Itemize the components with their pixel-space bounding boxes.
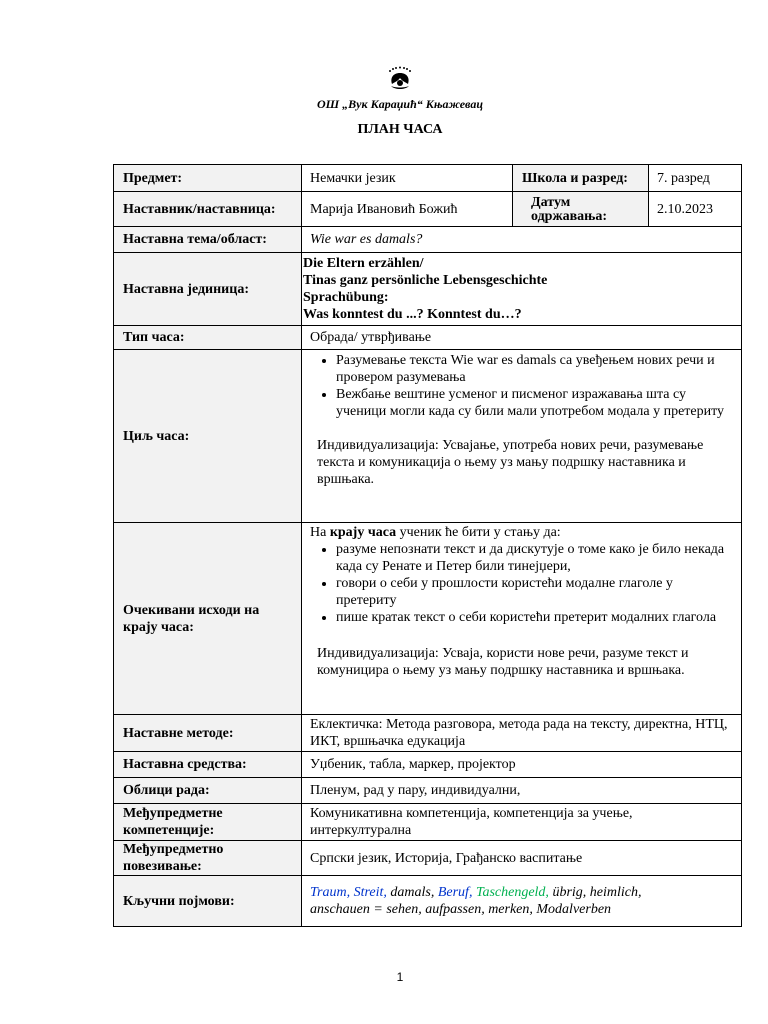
forms-value: Пленум, рад у пару, индивидуални,	[302, 778, 742, 804]
correlation-label: Међупредметно повезивање:	[114, 841, 302, 876]
row-correlation	[114, 841, 742, 876]
keywords-rest-line2: anschauen = sehen, aufpassen, merken, Modalverben	[310, 902, 612, 917]
goal-individualization: Индивидуализација: Усвајање, употреба нових речи, разумевање текста и комуникација о њему уз мању подршку наставника и вршњака.	[317, 438, 704, 487]
goal-list	[310, 352, 733, 420]
teacher-value: Марија Ивановић Божић	[302, 192, 513, 227]
keyword-streit: Streit,	[353, 885, 387, 900]
outcomes-intro	[310, 524, 733, 541]
unit-line: Tinas ganz persönliche Lebensgeschichte	[303, 273, 548, 288]
unit-line: Die Eltern erzählen/	[303, 256, 424, 271]
row-keywords	[114, 876, 742, 927]
competences-value: Комуникативна компетенција, компетенција за учење, интеркултурална	[302, 804, 742, 841]
grade-value: 7. разред	[649, 165, 742, 192]
unit-label: Наставна јединица:	[114, 253, 302, 326]
keyword-beruf: Beruf,	[437, 885, 473, 900]
outcomes-intro-pre: На	[310, 525, 330, 540]
unit-line: Was konntest du ...? Konntest du…?	[303, 307, 522, 322]
resources-label: Наставна средства:	[114, 752, 302, 778]
keyword-traum: Traum,	[310, 885, 351, 900]
row-type	[114, 326, 742, 350]
page-title: ПЛАН ЧАСА	[357, 122, 443, 137]
goal-value	[302, 350, 742, 523]
subject-value: Немачки језик	[302, 165, 513, 192]
keywords-rest: übrig, heimlich,	[552, 885, 642, 900]
row-unit	[114, 253, 742, 326]
outcomes-list	[310, 541, 733, 626]
type-value: Обрада/ утврђивање	[302, 326, 742, 350]
outcome-item: • пише кратак текст о себи користећи претерит модалних глагола	[336, 609, 733, 626]
goal-item: • Вежбање вештине усменог и писменог изражавања шта су ученици могли када су били мали употребом модала у претериту	[336, 386, 733, 420]
keywords-value	[302, 876, 742, 927]
forms-label: Облици рада:	[114, 778, 302, 804]
keyword-taschengeld: Taschengeld,	[475, 885, 549, 900]
lesson-plan-table	[113, 164, 742, 927]
date-label	[513, 192, 649, 227]
outcomes-label: Очекивани исходи на крају часа:	[114, 523, 302, 715]
goal-item: • Разумевање текста Wie war es damals са увеђењем нових речи и провером разумевања	[336, 352, 733, 386]
row-goal	[114, 350, 742, 523]
topic-value: Wie war es damals?	[302, 227, 742, 253]
date-label-text: Датум одржавања:	[531, 195, 607, 224]
school-logo	[383, 64, 417, 94]
keywords-label: Кључни појмови:	[114, 876, 302, 927]
competences-label: Међупредметне компетенције:	[114, 804, 302, 841]
grade-label: Школа и разред:	[513, 165, 649, 192]
page-number: 1	[396, 970, 404, 984]
row-competences	[114, 804, 742, 841]
outcomes-individualization: Индивидуализација: Усваја, користи нове речи, разуме текст и комуницира о њему уз мању подршку наставника и вршњака.	[317, 646, 689, 678]
outcomes-value	[302, 523, 742, 715]
row-resources	[114, 752, 742, 778]
subject-label: Предмет:	[114, 165, 302, 192]
row-subject	[114, 165, 742, 192]
date-value: 2.10.2023	[649, 192, 742, 227]
type-label: Тип часа:	[114, 326, 302, 350]
keyword-damals: damals,	[390, 885, 435, 900]
unit-line: Sprachübung:	[303, 290, 389, 305]
teacher-label: Наставник/наставница:	[114, 192, 302, 227]
outcomes-intro-post: ученик ће бити у стању да:	[396, 525, 561, 540]
row-teacher	[114, 192, 742, 227]
goal-label: Циљ часа:	[114, 350, 302, 523]
school-name: ОШ „Вук Караџић“ Књажевац	[317, 97, 483, 111]
outcome-item: • говори о себи у прошлости користећи модалне глаголе у претериту	[336, 575, 733, 609]
outcomes-intro-bold: крају часа	[329, 525, 397, 540]
outcome-item: • разуме непознати текст и да дискутује о томе како је било некада када су Ренате и Петер били тинејџери,	[336, 541, 733, 575]
logo-arc	[389, 67, 411, 73]
row-outcomes	[114, 523, 742, 715]
row-forms	[114, 778, 742, 804]
methods-label: Наставне методе:	[114, 715, 302, 752]
resources-value: Уџбеник, табла, маркер, пројектор	[302, 752, 742, 778]
methods-value: Еклектичка: Метода разговора, метода рада на тексту, директна, НТЦ, ИКТ, вршњачка едукација	[302, 715, 742, 752]
correlation-value: Српски језик, Историја, Грађанско васпитање	[302, 841, 742, 876]
topic-label: Наставна тема/област:	[114, 227, 302, 253]
row-topic	[114, 227, 742, 253]
row-methods	[114, 715, 742, 752]
unit-value	[302, 253, 742, 326]
